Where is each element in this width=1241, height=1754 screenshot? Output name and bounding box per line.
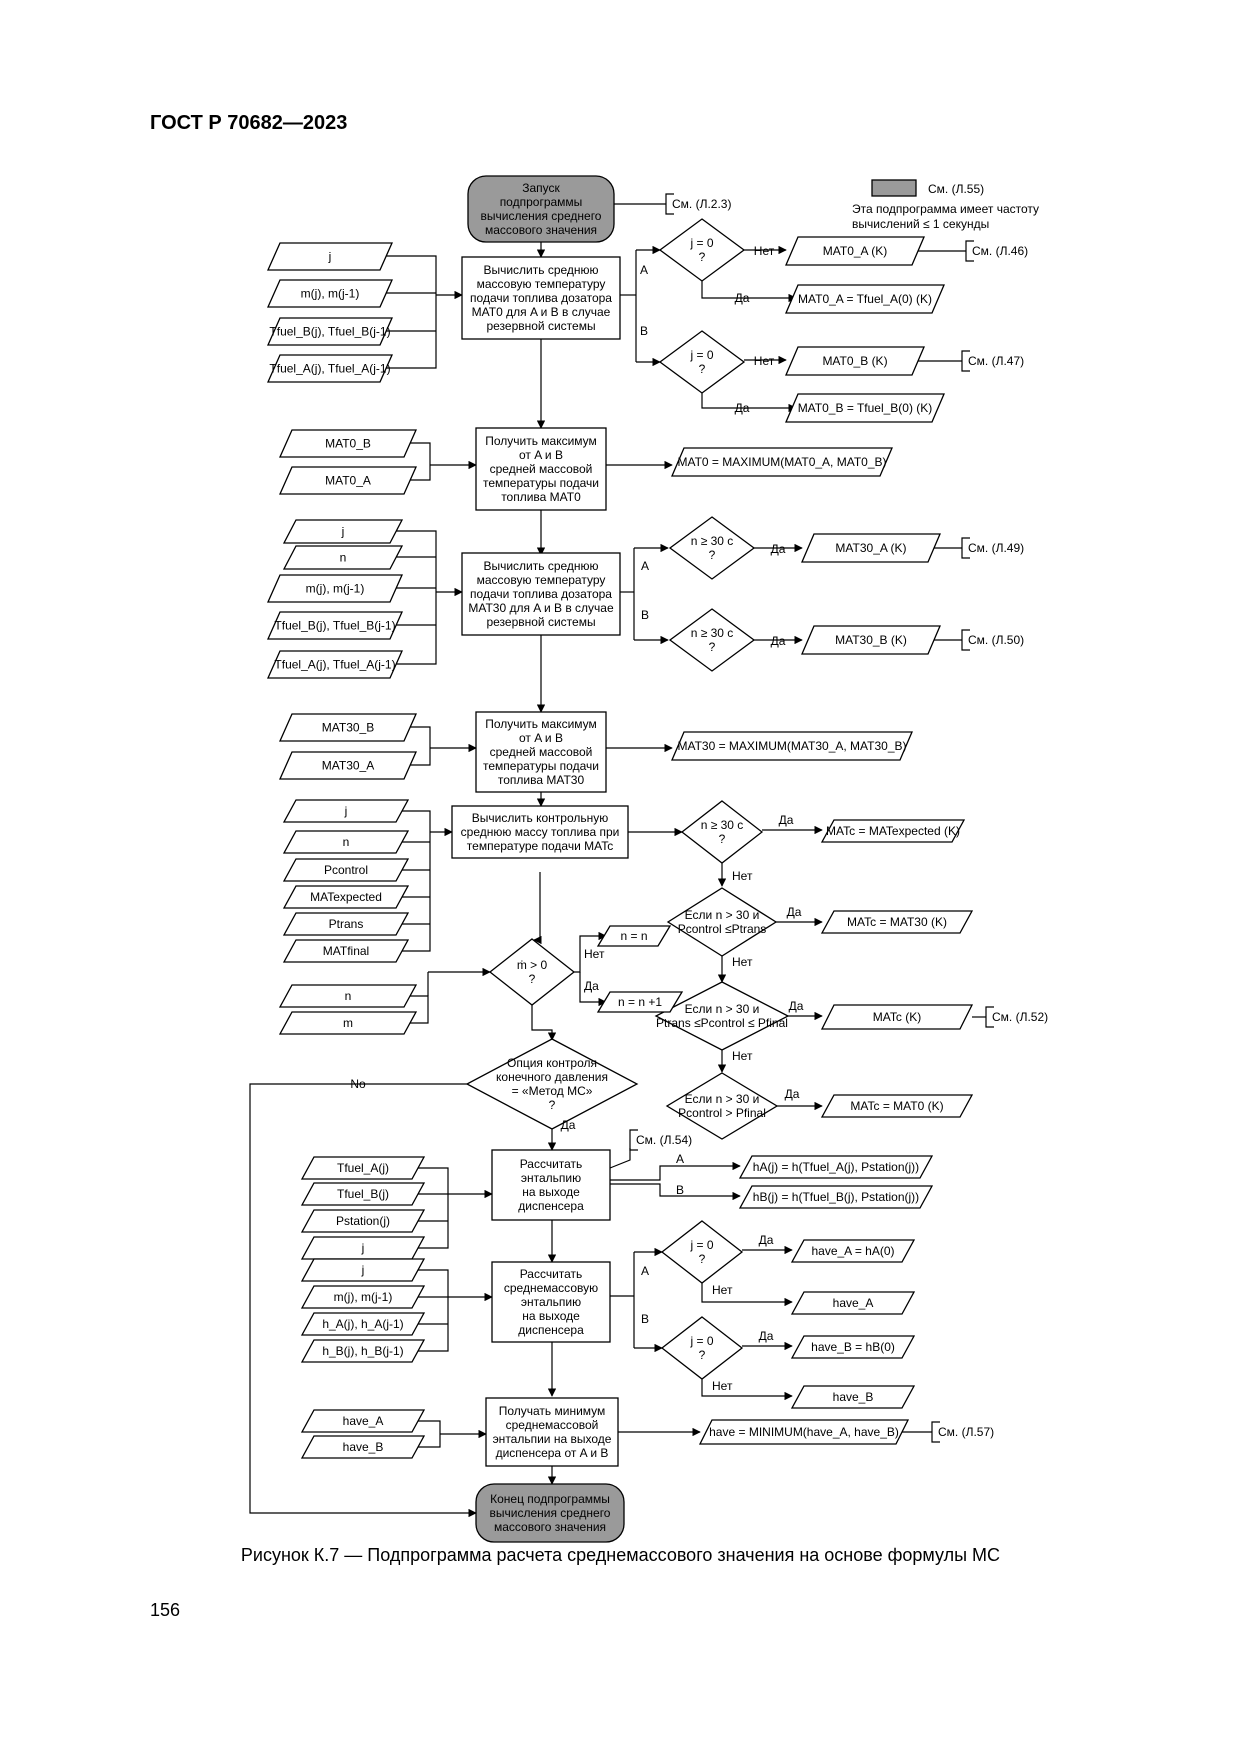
- input-m-only-text: m: [343, 1016, 353, 1030]
- input-ha-text: h_A(j), h_A(j-1): [322, 1317, 404, 1331]
- decision-n30-c-line-1: ?: [718, 832, 726, 846]
- output-mat0-max-text: MAT0 = MAXIMUM(MAT0_A, MAT0_B): [677, 455, 887, 469]
- end-terminal-line-0: Конец подпрограммы: [490, 1492, 610, 1506]
- output-have-a-text: have_A = hA(0): [811, 1244, 895, 1258]
- decision-ptrans-line-1: Pcontrol ≤Ptrans: [677, 922, 767, 936]
- decision-j0-a-line-0: j = 0: [690, 236, 714, 250]
- end-terminal-line-2: массового значения: [493, 1520, 607, 1534]
- process-max-mat0-line-1: от A и B: [519, 448, 563, 462]
- label-no: Нет: [712, 1379, 733, 1393]
- decision-n30-b-line-0: n ≥ 30 с: [690, 626, 734, 640]
- process-enthalpy-line-0: Рассчитать: [519, 1157, 583, 1171]
- input-tfuel-a-2-text: Tfuel_A(j), Tfuel_A(j-1): [274, 657, 396, 672]
- decision-n30-a-line-1: ?: [708, 548, 716, 562]
- label-no: Нет: [732, 869, 753, 883]
- connector: [418, 1168, 448, 1248]
- decision-ptrans-line-0: Если n > 30 и: [684, 908, 760, 922]
- decision-j0-d-line-1: ?: [698, 1348, 706, 1362]
- process-max-mat30-line-2: средней массовой: [489, 745, 593, 759]
- process-max-mat30-line-1: от A и B: [519, 731, 563, 745]
- output-mat0a-text: MAT0_A (K): [822, 244, 888, 258]
- input-n-text: n: [339, 550, 347, 565]
- input-hb-text: h_B(j), h_B(j-1): [322, 1344, 404, 1358]
- label-yes: Да: [788, 999, 804, 1013]
- decision-pfinal-line-0: Если n > 30 и: [684, 1002, 760, 1016]
- process-max-mat0-line-0: Получить максимум: [485, 434, 597, 448]
- connector: [418, 1270, 448, 1351]
- process-max-mat0-line-3: температуры подачи: [483, 476, 599, 490]
- input-ptrans-text: Ptrans: [328, 917, 364, 931]
- process-avg-enthalpy-line-2: энтальпию: [520, 1295, 582, 1309]
- label-a: A: [676, 1152, 685, 1166]
- decision-option-line-1: конечного давления: [496, 1070, 608, 1084]
- process-min-enthalpy-line-0: Получать минимум: [498, 1404, 606, 1418]
- output-mat30-max-text: MAT30 = MAXIMUM(MAT30_A, MAT30_B): [677, 739, 907, 753]
- input-j-2-text: j: [341, 524, 345, 539]
- decision-j0-c-line-1: ?: [698, 1252, 706, 1266]
- input-j-3-text: j: [344, 804, 348, 818]
- label-a: A: [641, 559, 650, 573]
- process-min-enthalpy-line-2: энтальпии на выходе: [492, 1432, 612, 1446]
- decision-option-line-2: = «Метод МС»: [511, 1084, 593, 1098]
- decision-n30-b-line-1: ?: [708, 640, 716, 654]
- process-mat0-line-4: резервной системы: [486, 319, 596, 333]
- process-enthalpy-line-2: на выходе: [522, 1185, 580, 1199]
- output-have-b-2-text: have_B: [832, 1390, 874, 1404]
- output-n-increment-text: n = n +1: [617, 995, 663, 1009]
- decision-j0-c-line-0: j = 0: [690, 1238, 714, 1252]
- decision-pgt-line-0: Если n > 30 и: [684, 1092, 760, 1106]
- page-number: 156: [150, 1600, 181, 1620]
- output-ha-text: hA(j) = h(Tfuel_A(j), Pstation(j)): [752, 1160, 920, 1174]
- output-mat0b-tfuel-text: MAT0_B = Tfuel_B(0) (K): [797, 401, 933, 415]
- process-mat30-line-4: резервной системы: [486, 615, 596, 629]
- document-header: ГОСТ Р 70682—2023: [150, 112, 348, 134]
- ref-l47: См. (Л.47): [968, 354, 1025, 368]
- label-yes: Да: [770, 542, 786, 556]
- ref-l52: См. (Л.52): [992, 1010, 1049, 1024]
- process-max-mat0-line-2: средней массовой: [489, 462, 593, 476]
- legend-note: вычислений ≤ 1 секунды: [852, 217, 990, 231]
- ref-l23: См. (Л.2.3): [672, 197, 732, 211]
- label-b: B: [640, 324, 649, 338]
- input-tfuel-a-j-text: Tfuel_A(j): [336, 1161, 390, 1175]
- label-a: A: [640, 263, 649, 277]
- decision-j0-b-line-1: ?: [698, 362, 706, 376]
- process-mat30-line-0: Вычислить среднюю: [483, 559, 599, 573]
- label-yes: Да: [778, 813, 794, 827]
- label-no: Нет: [732, 955, 753, 969]
- process-max-mat30-line-3: температуры подачи: [483, 759, 599, 773]
- process-avg-enthalpy-line-4: диспенсера: [518, 1323, 584, 1337]
- connector: [386, 256, 436, 368]
- input-n-3-text: n: [344, 989, 352, 1003]
- decision-j0-b-line-0: j = 0: [690, 348, 714, 362]
- decision-option-line-3: ?: [548, 1098, 556, 1112]
- ref-l49: См. (Л.49): [968, 541, 1025, 555]
- output-matc-mat0-text: MATc = MAT0 (K): [850, 1099, 944, 1113]
- process-max-mat30-line-4: топлива MAT30: [497, 773, 585, 787]
- input-j-text: j: [328, 249, 332, 264]
- input-mat0a-text: MAT0_A: [325, 473, 371, 488]
- label-a: A: [641, 1264, 650, 1278]
- decision-pgt-line-1: Pcontrol > Pfinal: [678, 1106, 766, 1120]
- start-terminal-line-3: массового значения: [484, 223, 598, 237]
- connector: [534, 872, 540, 940]
- decision-pfinal-line-1: Ptrans ≤Pcontrol ≤ Pfinal: [656, 1016, 788, 1030]
- start-terminal-line-1: подпрограммы: [499, 195, 583, 209]
- process-avg-enthalpy-line-0: Рассчитать: [519, 1267, 583, 1281]
- process-enthalpy-line-3: диспенсера: [518, 1199, 584, 1213]
- output-have-min-text: have = MINIMUM(have_A, have_B): [709, 1425, 899, 1439]
- input-matexpected-text: MATexpected: [310, 890, 382, 904]
- legend-ref: См. (Л.55): [928, 182, 985, 196]
- input-have-a-text: have_A: [342, 1414, 384, 1428]
- process-mat30-line-3: MAT30 для A и B в случае: [468, 601, 614, 615]
- connector: [418, 1421, 440, 1447]
- input-have-b-text: have_B: [342, 1440, 384, 1454]
- ref-l57: См. (Л.57): [938, 1425, 995, 1439]
- input-tfuel-a-text: Tfuel_A(j), Tfuel_A(j-1): [269, 361, 391, 376]
- output-hb-text: hB(j) = h(Tfuel_B(j), Pstation(j)): [752, 1190, 920, 1204]
- label-yes: Да: [758, 1329, 774, 1343]
- connector: [610, 1148, 630, 1168]
- output-mat0a-tfuel-text: MAT0_A = Tfuel_A(0) (K): [798, 292, 932, 306]
- process-mat0-line-3: MAT0 для A и B в случае: [471, 305, 611, 319]
- process-mat0-line-2: подачи топлива дозатора: [470, 291, 612, 305]
- connector: [610, 1184, 740, 1196]
- output-matc-expected-text: MATc = MATexpected (K): [826, 824, 960, 838]
- input-tfuel-b-text: Tfuel_B(j), Tfuel_B(j-1): [269, 324, 391, 339]
- legend-symbol: [872, 180, 916, 196]
- output-n-equal-n-text: n = n: [620, 929, 648, 943]
- input-matfinal-text: MATfinal: [322, 944, 370, 958]
- ref-l46: См. (Л.46): [972, 244, 1029, 258]
- input-m-text: m(j), m(j-1): [300, 286, 360, 301]
- decision-n30-a-line-0: n ≥ 30 с: [690, 534, 734, 548]
- input-m-2-text: m(j), m(j-1): [305, 581, 365, 596]
- process-avg-enthalpy-line-3: на выходе: [522, 1309, 580, 1323]
- input-mat30b-text: MAT30_B: [321, 720, 375, 735]
- label-yes: Да: [560, 1118, 576, 1132]
- process-matc-line-1: среднюю массу топлива при: [460, 825, 620, 839]
- decision-option-line-0: Опция контроля: [506, 1056, 598, 1070]
- connector: [610, 1166, 740, 1180]
- decision-j0-d-line-0: j = 0: [690, 1334, 714, 1348]
- process-mat0-line-0: Вычислить среднюю: [483, 263, 599, 277]
- start-terminal-line-2: вычисления среднего: [480, 209, 602, 223]
- output-mat30a-text: MAT30_A (K): [835, 541, 907, 555]
- label-b: B: [641, 1312, 650, 1326]
- input-pcontrol-text: Pcontrol: [323, 863, 369, 877]
- process-min-enthalpy-line-3: диспенсера от A и B: [495, 1446, 609, 1460]
- decision-mdot-line-1: ?: [528, 972, 536, 986]
- label-b: B: [641, 608, 650, 622]
- process-max-mat0-line-4: топлива MAT0: [501, 490, 581, 504]
- label-yes: Да: [786, 905, 802, 919]
- input-mat30a-text: MAT30_A: [321, 758, 375, 773]
- start-terminal-line-0: Запуск: [522, 181, 560, 195]
- process-avg-enthalpy-line-1: среднемассовую: [503, 1281, 599, 1295]
- label-no: Нет: [732, 1049, 753, 1063]
- process-mat30-line-1: массовую температуру: [476, 573, 606, 587]
- output-mat0b-text: MAT0_B (K): [822, 354, 888, 368]
- input-mat0b-text: MAT0_B: [325, 436, 371, 451]
- output-matc-mat30-text: MATc = MAT30 (K): [847, 915, 947, 929]
- decision-n30-c-line-0: n ≥ 30 с: [700, 818, 744, 832]
- input-tfuel-b-j-text: Tfuel_B(j): [336, 1187, 390, 1201]
- label-yes: Да: [734, 401, 750, 415]
- ref-l54: См. (Л.54): [636, 1133, 693, 1147]
- process-mat30-line-2: подачи топлива дозатора: [470, 587, 612, 601]
- label-no: Нет: [712, 1283, 733, 1297]
- figure-caption: Рисунок К.7 — Подпрограмма расчета среднемассового значения на основе формулы МС: [240, 1545, 1001, 1565]
- input-tfuel-b-2-text: Tfuel_B(j), Tfuel_B(j-1): [274, 618, 396, 633]
- output-mat30b-text: MAT30_B (K): [835, 633, 907, 647]
- connector: [396, 531, 436, 664]
- input-n-2-text: n: [342, 835, 350, 849]
- input-pstation-text: Pstation(j): [335, 1214, 391, 1228]
- label-yes: Да: [734, 291, 750, 305]
- input-m-3-text: m(j), m(j-1): [333, 1290, 393, 1304]
- input-j-4-text: j: [361, 1241, 365, 1255]
- label-no: Нет: [584, 947, 605, 961]
- process-mat0-line-1: массовую температуру: [476, 277, 606, 291]
- end-terminal-line-1: вычисления среднего: [489, 1506, 611, 1520]
- label-b: B: [676, 1183, 685, 1197]
- process-enthalpy-line-1: энтальпию: [520, 1171, 582, 1185]
- legend-note: Эта подпрограмма имеет частоту: [852, 202, 1040, 216]
- process-max-mat30-line-0: Получить максимум: [485, 717, 597, 731]
- output-have-a-2-text: have_A: [832, 1296, 874, 1310]
- connector: [532, 1005, 552, 1040]
- decision-j0-a-line-1: ?: [698, 250, 706, 264]
- ref-l50: См. (Л.50): [968, 633, 1025, 647]
- output-have-b-text: have_B = hB(0): [811, 1340, 895, 1354]
- output-matc-text: MATc (K): [872, 1010, 922, 1024]
- label-yes: Да: [784, 1087, 800, 1101]
- label-no: Нет: [753, 244, 775, 258]
- label-no-en: No: [350, 1077, 366, 1091]
- label-yes: Да: [770, 634, 786, 648]
- process-min-enthalpy-line-1: среднемассовой: [505, 1418, 599, 1432]
- label-yes: Да: [584, 979, 599, 993]
- label-no: Нет: [753, 354, 775, 368]
- label-yes: Да: [758, 1233, 774, 1247]
- process-matc-line-0: Вычислить контрольную: [471, 811, 609, 825]
- process-matc-line-2: температуре подачи MATc: [466, 839, 614, 853]
- input-j-5-text: j: [361, 1263, 365, 1277]
- decision-mdot-line-0: ṁ > 0: [516, 958, 548, 972]
